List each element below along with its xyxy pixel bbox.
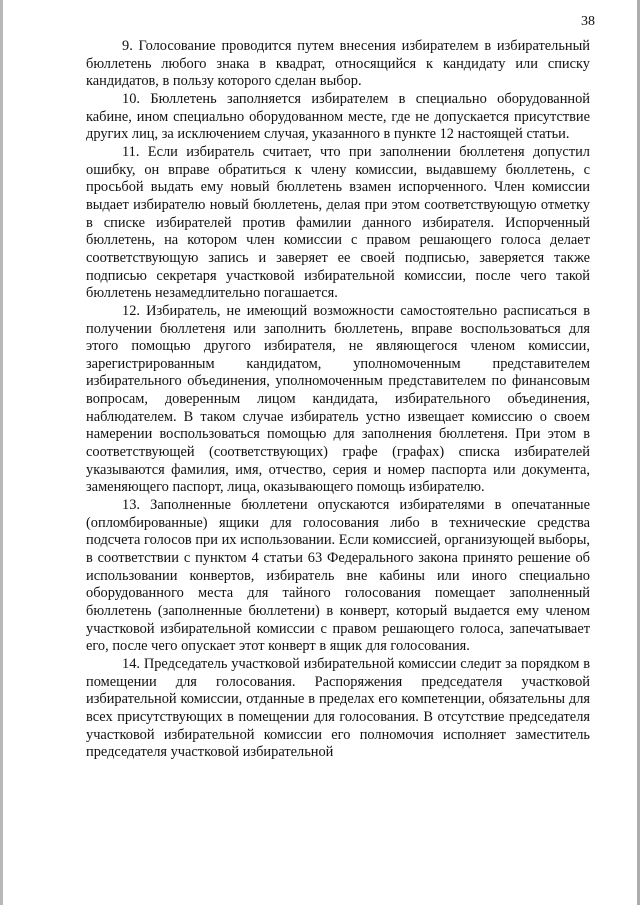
scan-edge-left bbox=[0, 0, 3, 905]
paragraph-9: 9. Голосование проводится путем внесения избирателем в избирательный бюллетень любого знака в квадрат, относящийся к кандидату или списку кандидатов, в пользу которого сделан выбор. bbox=[86, 38, 590, 90]
paragraph-10: 10. Бюллетень заполняется избирателем в специально оборудованной кабине, ином специально оборудованном месте, где не допускается присутствие других лиц, за исключением случая, указанного в пункте 12 настоящей статьи. bbox=[86, 90, 590, 143]
document-body bbox=[86, 38, 590, 762]
paragraph-14: 14. Председатель участковой избирательной комиссии следит за порядком в помещении для голосования. Распоряжения председателя участковой избирательной комиссии, отданные в пределах его компетенции, обязательны для всех присутствующих в помещении для голосования. В отсутствие председателя участковой избирательной комиссии его полномочия исполняет заместитель председателя участковой избирательной bbox=[86, 655, 590, 761]
paragraph-13: 13. Заполненные бюллетени опускаются избирателями в опечатанные (опломбированные) ящики для голосования либо в технические средства подсчета голосов при их использовании. Если комиссией, организующей выборы, в соответствии с пунктом 4 статьи 63 Федерального закона принято решение об использовании конвертов, избиратель вне кабины или иного специально оборудованного места для тайного голосования помещает заполненный бюллетень (заполненные бюллетени) в конверт, который выдается ему членом участковой избирательной комиссии с правом решающего голоса, запечатывает его, после чего опускает этот конверт в ящик для голосования. bbox=[86, 497, 590, 655]
page-number: 38 bbox=[581, 14, 595, 29]
paragraph-12: 12. Избиратель, не имеющий возможности самостоятельно расписаться в получении бюллетеня или заполнить бюллетень, вправе воспользоваться для этого помощью другого избирателя, не являющегося членом комиссии, зарегистрированным кандидатом, уполномоченным представителем избирательного объединения, уполномоченным представителем по финансовым вопросам, доверенным лицом кандидата, избирательного объединения, наблюдателем. В таком случае избиратель устно извещает комиссию о своем намерении воспользоваться помощью для заполнения бюллетеня. При этом в соответствующей (соответствующих) графе (графах) списка избирателей указываются фамилия, имя, отчество, серия и номер паспорта или документа, заменяющего паспорт, лица, оказывающего помощь избирателю. bbox=[86, 302, 590, 496]
paragraph-11: 11. Если избиратель считает, что при заполнении бюллетеня допустил ошибку, он вправе обратиться к члену комиссии, выдавшему бюллетень, с просьбой выдать ему новый бюллетень взамен испорченного. Член комиссии выдает избирателю новый бюллетень, делая при этом соответствующую отметку в списке избирателей против фамилии данного избирателя. Испорченный бюллетень, на котором член комиссии с правом решающего голоса делает соответствующую запись и заверяет ее своей подписью, заверяется также подписью секретаря участковой избирательной комиссии, после чего такой бюллетень незамедлительно погашается. bbox=[86, 143, 590, 302]
